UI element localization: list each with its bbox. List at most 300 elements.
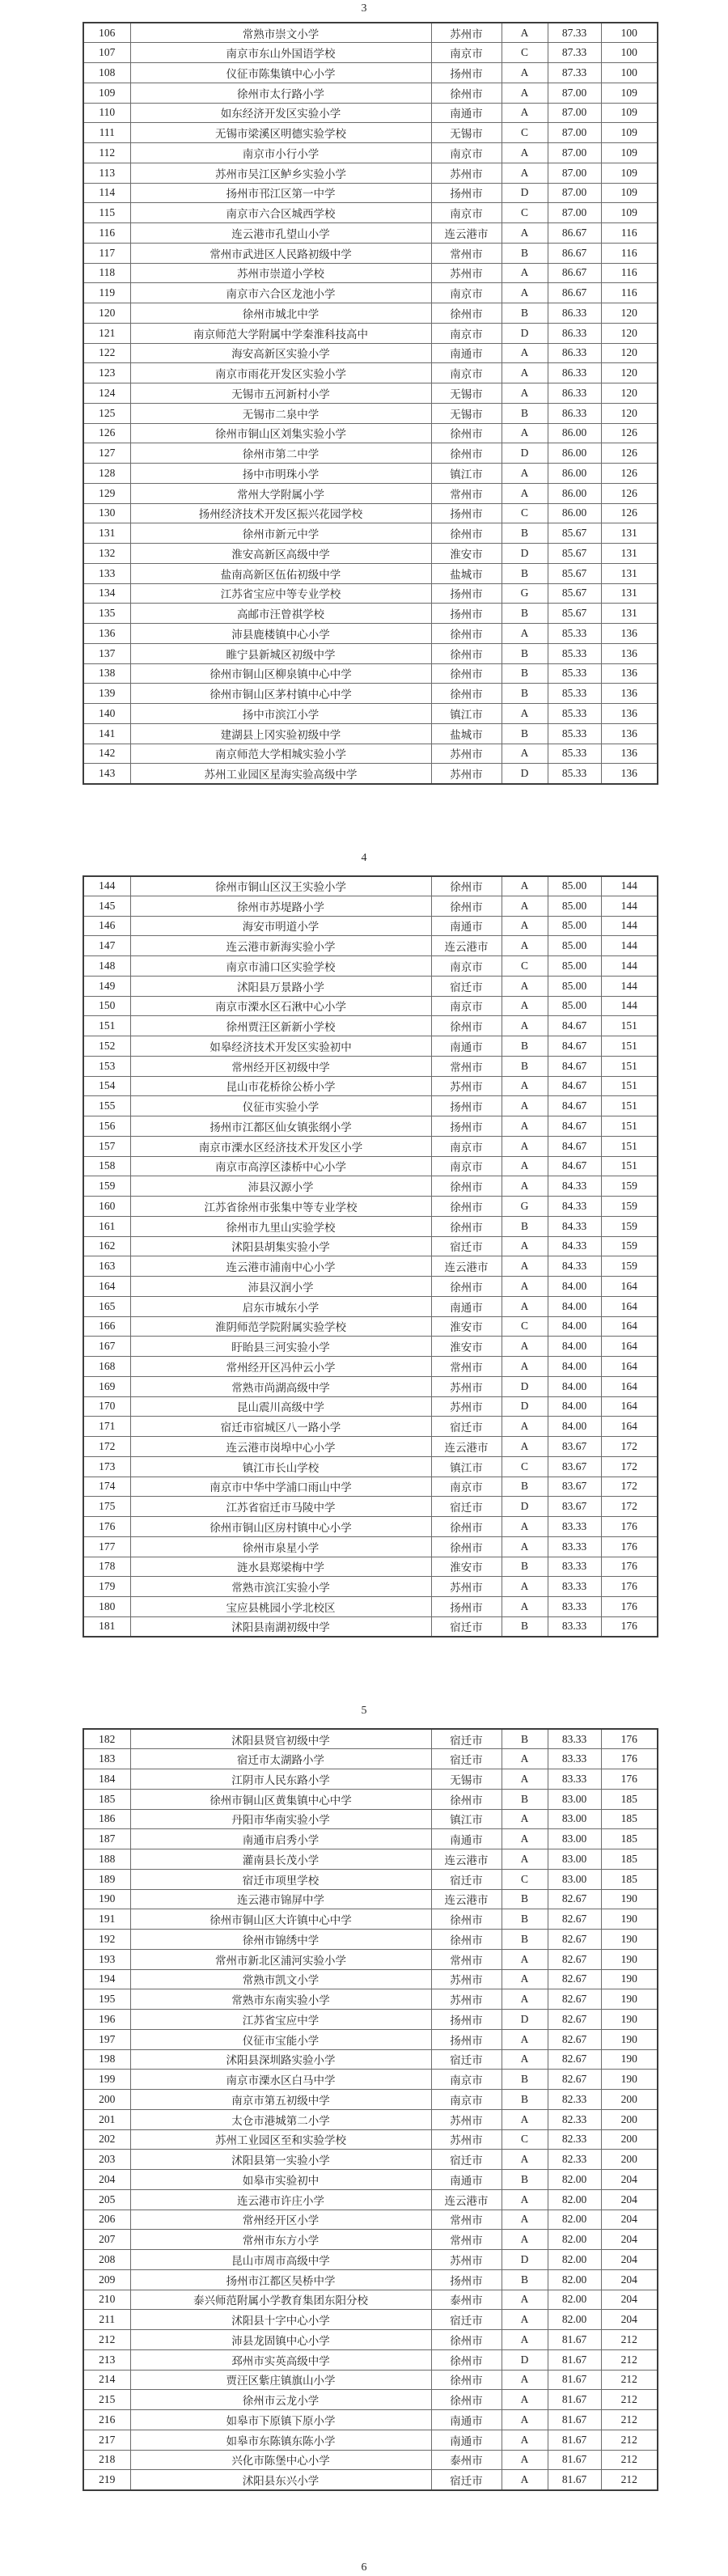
score-cell: 87.33	[548, 63, 601, 83]
grade-cell: A	[502, 976, 548, 996]
table-row	[83, 583, 658, 604]
row-number-cell: 166	[83, 1316, 130, 1337]
score-cell: 82.00	[548, 2230, 601, 2250]
city-cell: 扬州市	[431, 2010, 502, 2030]
table-row	[83, 1357, 658, 1377]
table-row	[83, 2430, 658, 2450]
school-name-cell: 徐州市铜山区黄集镇中心中学	[130, 1789, 431, 1809]
city-cell: 徐州市	[431, 1216, 502, 1236]
school-name-cell: 睢宁县新城区初级中学	[130, 643, 431, 663]
grade-cell: A	[502, 704, 548, 724]
city-cell: 无锡市	[431, 1769, 502, 1790]
row-number-cell: 134	[83, 583, 130, 604]
table-row	[83, 2250, 658, 2270]
score-cell: 85.33	[548, 723, 601, 744]
city-cell: 南京市	[431, 1136, 502, 1156]
score-cell: 84.00	[548, 1357, 601, 1377]
grade-cell: A	[502, 1417, 548, 1437]
score-cell: 87.33	[548, 23, 601, 43]
rank-cell: 116	[601, 283, 658, 303]
grade-cell: B	[502, 684, 548, 704]
city-cell: 连云港市	[431, 936, 502, 956]
table-row	[83, 2070, 658, 2090]
city-cell: 扬州市	[431, 183, 502, 203]
city-cell: 扬州市	[431, 604, 502, 624]
grade-cell: G	[502, 583, 548, 604]
school-ranking-table-page-5	[83, 1728, 658, 2491]
city-cell: 无锡市	[431, 123, 502, 143]
score-cell: 84.67	[548, 1116, 601, 1137]
rank-cell: 136	[601, 643, 658, 663]
city-cell: 南通市	[431, 2410, 502, 2430]
table-row	[83, 1889, 658, 1909]
rank-cell: 190	[601, 1989, 658, 2010]
rank-cell: 151	[601, 1136, 658, 1156]
rank-cell: 136	[601, 704, 658, 724]
row-number-cell: 204	[83, 2170, 130, 2190]
score-cell: 82.00	[548, 2250, 601, 2270]
school-name-cell: 贾汪区紫庄镇旗山小学	[130, 2370, 431, 2390]
grade-cell: B	[502, 243, 548, 263]
city-cell: 镇江市	[431, 1456, 502, 1477]
row-number-cell: 124	[83, 383, 130, 404]
city-cell: 徐州市	[431, 684, 502, 704]
row-number-cell: 149	[83, 976, 130, 996]
rank-cell: 212	[601, 2349, 658, 2370]
score-cell: 85.67	[548, 583, 601, 604]
rank-cell: 212	[601, 2410, 658, 2430]
grade-cell: A	[502, 103, 548, 123]
row-number-cell: 156	[83, 1116, 130, 1137]
score-cell: 82.67	[548, 1969, 601, 1989]
rank-cell: 190	[601, 1969, 658, 1989]
city-cell: 南通市	[431, 2170, 502, 2190]
city-cell: 苏州市	[431, 1969, 502, 1989]
score-cell: 82.67	[548, 1889, 601, 1909]
table-row	[83, 143, 658, 163]
city-cell: 泰州市	[431, 2450, 502, 2470]
score-cell: 83.67	[548, 1456, 601, 1477]
table-row	[83, 1136, 658, 1156]
table-row	[83, 1577, 658, 1597]
school-name-cell: 江苏省宝应中等专业学校	[130, 583, 431, 604]
rank-cell: 144	[601, 976, 658, 996]
grade-cell: B	[502, 2170, 548, 2190]
city-cell: 淮安市	[431, 1557, 502, 1577]
school-name-cell: 如皋市东陈镇东陈小学	[130, 2430, 431, 2450]
rank-cell: 212	[601, 2430, 658, 2450]
city-cell: 徐州市	[431, 896, 502, 916]
city-cell: 宿迁市	[431, 2049, 502, 2070]
city-cell: 南通市	[431, 916, 502, 936]
rank-cell: 131	[601, 604, 658, 624]
table-row	[83, 63, 658, 83]
grade-cell: D	[502, 764, 548, 784]
score-cell: 84.67	[548, 1096, 601, 1116]
school-name-cell: 宿迁市项里学校	[130, 1869, 431, 1889]
table-row	[83, 544, 658, 564]
grade-cell: A	[502, 2189, 548, 2210]
city-cell: 宿迁市	[431, 1869, 502, 1889]
table-row	[83, 1417, 658, 1437]
row-number-cell: 137	[83, 643, 130, 663]
score-cell: 83.33	[548, 1577, 601, 1597]
grade-cell: A	[502, 1296, 548, 1316]
city-cell: 徐州市	[431, 2330, 502, 2350]
school-name-cell: 沭阳县万景路小学	[130, 976, 431, 996]
score-cell: 86.67	[548, 243, 601, 263]
rank-cell: 204	[601, 2189, 658, 2210]
city-cell: 徐州市	[431, 624, 502, 644]
table-row	[83, 23, 658, 43]
city-cell: 南京市	[431, 996, 502, 1016]
score-cell: 81.67	[548, 2430, 601, 2450]
school-name-cell: 南京师范大学附属中学秦淮科技高中	[130, 323, 431, 343]
rank-cell: 176	[601, 1577, 658, 1597]
table-row	[83, 2150, 658, 2170]
row-number-cell: 203	[83, 2150, 130, 2170]
city-cell: 扬州市	[431, 1597, 502, 1617]
table-row	[83, 1096, 658, 1116]
city-cell: 常州市	[431, 243, 502, 263]
city-cell: 徐州市	[431, 1930, 502, 1950]
table-row	[83, 1849, 658, 1870]
score-cell: 86.33	[548, 323, 601, 343]
city-cell: 常州市	[431, 2210, 502, 2230]
table-row	[83, 1536, 658, 1557]
table-row	[83, 1337, 658, 1357]
score-cell: 81.67	[548, 2390, 601, 2410]
school-name-cell: 常熟市尚湖高级中学	[130, 1376, 431, 1396]
city-cell: 宿迁市	[431, 1729, 502, 1749]
table-row	[83, 663, 658, 684]
row-number-cell: 173	[83, 1456, 130, 1477]
school-name-cell: 连云港市孔望山小学	[130, 223, 431, 244]
city-cell: 徐州市	[431, 303, 502, 324]
grade-cell: D	[502, 1376, 548, 1396]
row-number-cell: 165	[83, 1296, 130, 1316]
table-row	[83, 956, 658, 977]
school-name-cell: 如皋市实验初中	[130, 2170, 431, 2190]
rank-cell: 190	[601, 1889, 658, 1909]
rank-cell: 144	[601, 936, 658, 956]
school-name-cell: 苏州工业园区至和实验学校	[130, 2129, 431, 2150]
school-name-cell: 仪征市实验小学	[130, 1096, 431, 1116]
grade-cell: B	[502, 2070, 548, 2090]
city-cell: 苏州市	[431, 1989, 502, 2010]
rank-cell: 200	[601, 2150, 658, 2170]
city-cell: 徐州市	[431, 1909, 502, 1930]
table-row	[83, 2090, 658, 2110]
rank-cell: 109	[601, 183, 658, 203]
row-number-cell: 202	[83, 2129, 130, 2150]
rank-cell: 164	[601, 1376, 658, 1396]
rank-cell: 151	[601, 1016, 658, 1036]
rank-cell: 159	[601, 1216, 658, 1236]
city-cell: 徐州市	[431, 876, 502, 896]
rank-cell: 100	[601, 23, 658, 43]
row-number-cell: 187	[83, 1829, 130, 1849]
table-row	[83, 2470, 658, 2490]
grade-cell: A	[502, 1517, 548, 1537]
rank-cell: 116	[601, 263, 658, 283]
rank-cell: 109	[601, 143, 658, 163]
school-name-cell: 兴化市陈堡中心小学	[130, 2450, 431, 2470]
school-name-cell: 连云港市新海实验小学	[130, 936, 431, 956]
rank-cell: 100	[601, 63, 658, 83]
table-row	[83, 443, 658, 464]
score-cell: 83.33	[548, 1616, 601, 1637]
city-cell: 常州市	[431, 1056, 502, 1076]
grade-cell: B	[502, 523, 548, 544]
rank-cell: 136	[601, 744, 658, 764]
rank-cell: 120	[601, 323, 658, 343]
row-number-cell: 132	[83, 544, 130, 564]
score-cell: 82.67	[548, 1909, 601, 1930]
row-number-cell: 150	[83, 996, 130, 1016]
score-cell: 84.00	[548, 1417, 601, 1437]
grade-cell: C	[502, 956, 548, 977]
table-row	[83, 563, 658, 583]
rank-cell: 172	[601, 1456, 658, 1477]
table-row	[83, 2310, 658, 2330]
score-cell: 85.33	[548, 704, 601, 724]
grade-cell: A	[502, 2150, 548, 2170]
table-row	[83, 744, 658, 764]
city-cell: 徐州市	[431, 1536, 502, 1557]
score-cell: 83.67	[548, 1497, 601, 1517]
row-number-cell: 146	[83, 916, 130, 936]
grade-cell: A	[502, 1769, 548, 1790]
row-number-cell: 113	[83, 163, 130, 183]
city-cell: 无锡市	[431, 403, 502, 423]
table-row	[83, 1616, 658, 1637]
score-cell: 82.00	[548, 2189, 601, 2210]
table-row	[83, 1176, 658, 1197]
school-name-cell: 邳州市实英高级中学	[130, 2349, 431, 2370]
city-cell: 镇江市	[431, 704, 502, 724]
rank-cell: 164	[601, 1337, 658, 1357]
row-number-cell: 160	[83, 1197, 130, 1217]
row-number-cell: 170	[83, 1396, 130, 1417]
school-name-cell: 徐州市苏堤路小学	[130, 896, 431, 916]
rank-cell: 116	[601, 223, 658, 244]
rank-cell: 185	[601, 1849, 658, 1870]
school-name-cell: 沭阳县贤官初级中学	[130, 1729, 431, 1749]
row-number-cell: 147	[83, 936, 130, 956]
school-name-cell: 徐州市铜山区汉王实验小学	[130, 876, 431, 896]
score-cell: 81.67	[548, 2349, 601, 2370]
rank-cell: 159	[601, 1197, 658, 1217]
city-cell: 无锡市	[431, 383, 502, 404]
table-row	[83, 996, 658, 1016]
rank-cell: 176	[601, 1616, 658, 1637]
rank-cell: 190	[601, 2049, 658, 2070]
row-number-cell: 112	[83, 143, 130, 163]
score-cell: 86.33	[548, 303, 601, 324]
school-name-cell: 南京市小行小学	[130, 143, 431, 163]
school-name-cell: 徐州市铜山区刘集实验小学	[130, 423, 431, 443]
table-row	[83, 2189, 658, 2210]
table-row	[83, 2330, 658, 2350]
row-number-cell: 129	[83, 483, 130, 503]
table-row	[83, 1236, 658, 1256]
school-name-cell: 丹阳市华南实验小学	[130, 1809, 431, 1829]
table-row	[83, 2290, 658, 2310]
row-number-cell: 127	[83, 443, 130, 464]
rank-cell: 144	[601, 896, 658, 916]
city-cell: 宿迁市	[431, 2150, 502, 2170]
rank-cell: 164	[601, 1296, 658, 1316]
row-number-cell: 193	[83, 1949, 130, 1969]
school-name-cell: 昆山震川高级中学	[130, 1396, 431, 1417]
city-cell: 徐州市	[431, 2390, 502, 2410]
table-row	[83, 103, 658, 123]
school-name-cell: 常熟市东南实验小学	[130, 1989, 431, 2010]
row-number-cell: 117	[83, 243, 130, 263]
school-name-cell: 徐州市第二中学	[130, 443, 431, 464]
row-number-cell: 120	[83, 303, 130, 324]
rank-cell: 212	[601, 2390, 658, 2410]
rank-cell: 176	[601, 1536, 658, 1557]
school-name-cell: 南京市溧水区白马中学	[130, 2070, 431, 2090]
score-cell: 85.33	[548, 643, 601, 663]
table-row	[83, 183, 658, 203]
city-cell: 南京市	[431, 143, 502, 163]
table-row	[83, 1076, 658, 1096]
grade-cell: C	[502, 1869, 548, 1889]
score-cell: 86.67	[548, 223, 601, 244]
grade-cell: A	[502, 2430, 548, 2450]
school-name-cell: 南京市高淳区漆桥中心小学	[130, 1156, 431, 1176]
city-cell: 南通市	[431, 1036, 502, 1057]
city-cell: 淮安市	[431, 1316, 502, 1337]
city-cell: 镇江市	[431, 1809, 502, 1829]
city-cell: 徐州市	[431, 1789, 502, 1809]
rank-cell: 131	[601, 544, 658, 564]
table-row	[83, 1437, 658, 1457]
table-row	[83, 1829, 658, 1849]
grade-cell: A	[502, 23, 548, 43]
row-number-cell: 212	[83, 2330, 130, 2350]
grade-cell: C	[502, 2129, 548, 2150]
row-number-cell: 119	[83, 283, 130, 303]
row-number-cell: 197	[83, 2029, 130, 2049]
grade-cell: A	[502, 624, 548, 644]
row-number-cell: 143	[83, 764, 130, 784]
table-row	[83, 1930, 658, 1950]
school-name-cell: 徐州市铜山区大许镇中心中学	[130, 1909, 431, 1930]
city-cell: 宿迁市	[431, 976, 502, 996]
rank-cell: 120	[601, 363, 658, 383]
rank-cell: 176	[601, 1557, 658, 1577]
city-cell: 南通市	[431, 2430, 502, 2450]
rank-cell: 212	[601, 2330, 658, 2350]
rank-cell: 131	[601, 563, 658, 583]
score-cell: 85.33	[548, 663, 601, 684]
rank-cell: 144	[601, 956, 658, 977]
city-cell: 苏州市	[431, 1396, 502, 1417]
school-name-cell: 沭阳县胡集实验小学	[130, 1236, 431, 1256]
table-row	[83, 1989, 658, 2010]
row-number-cell: 152	[83, 1036, 130, 1057]
school-name-cell: 启东市城东小学	[130, 1296, 431, 1316]
rank-cell: 200	[601, 2109, 658, 2129]
rank-cell: 176	[601, 1749, 658, 1769]
row-number-cell: 144	[83, 876, 130, 896]
score-cell: 83.67	[548, 1437, 601, 1457]
grade-cell: B	[502, 2269, 548, 2290]
table-row	[83, 2109, 658, 2129]
score-cell: 82.67	[548, 2049, 601, 2070]
school-name-cell: 徐州市新元中学	[130, 523, 431, 544]
row-number-cell: 211	[83, 2310, 130, 2330]
row-number-cell: 218	[83, 2450, 130, 2470]
score-cell: 81.67	[548, 2410, 601, 2430]
grade-cell: A	[502, 2330, 548, 2350]
school-name-cell: 扬中市滨江小学	[130, 704, 431, 724]
score-cell: 84.33	[548, 1176, 601, 1197]
rank-cell: 151	[601, 1036, 658, 1057]
grade-cell: A	[502, 2410, 548, 2430]
grade-cell: A	[502, 2029, 548, 2049]
table-row	[83, 604, 658, 624]
grade-cell: A	[502, 916, 548, 936]
table-row	[83, 423, 658, 443]
grade-cell: A	[502, 423, 548, 443]
school-name-cell: 沭阳县深圳路实验小学	[130, 2049, 431, 2070]
school-name-cell: 徐州贾汪区新新小学校	[130, 1016, 431, 1036]
school-name-cell: 南京市中华中学浦口雨山中学	[130, 1477, 431, 1497]
row-number-cell: 176	[83, 1517, 130, 1537]
city-cell: 徐州市	[431, 1197, 502, 1217]
row-number-cell: 154	[83, 1076, 130, 1096]
school-name-cell: 徐州市云龙小学	[130, 2390, 431, 2410]
rank-cell: 176	[601, 1517, 658, 1537]
table-row	[83, 1557, 658, 1577]
row-number-cell: 198	[83, 2049, 130, 2070]
city-cell: 南京市	[431, 43, 502, 63]
grade-cell: A	[502, 1136, 548, 1156]
rank-cell: 190	[601, 2070, 658, 2090]
score-cell: 82.67	[548, 2070, 601, 2090]
grade-cell: A	[502, 363, 548, 383]
row-number-cell: 126	[83, 423, 130, 443]
city-cell: 徐州市	[431, 1176, 502, 1197]
city-cell: 盐城市	[431, 563, 502, 583]
row-number-cell: 195	[83, 1989, 130, 2010]
row-number-cell: 182	[83, 1729, 130, 1749]
score-cell: 87.00	[548, 183, 601, 203]
table-row	[83, 704, 658, 724]
row-number-cell: 133	[83, 563, 130, 583]
row-number-cell: 208	[83, 2250, 130, 2270]
rank-cell: 190	[601, 1949, 658, 1969]
city-cell: 南京市	[431, 956, 502, 977]
score-cell: 83.33	[548, 1536, 601, 1557]
row-number-cell: 192	[83, 1930, 130, 1950]
score-cell: 87.00	[548, 163, 601, 183]
grade-cell: C	[502, 1456, 548, 1477]
grade-cell: B	[502, 643, 548, 663]
school-name-cell: 泰兴师范附属小学教育集团东阳分校	[130, 2290, 431, 2310]
rank-cell: 120	[601, 383, 658, 404]
city-cell: 徐州市	[431, 663, 502, 684]
rank-cell: 204	[601, 2170, 658, 2190]
table-row	[83, 123, 658, 143]
rank-cell: 151	[601, 1096, 658, 1116]
row-number-cell: 174	[83, 1477, 130, 1497]
